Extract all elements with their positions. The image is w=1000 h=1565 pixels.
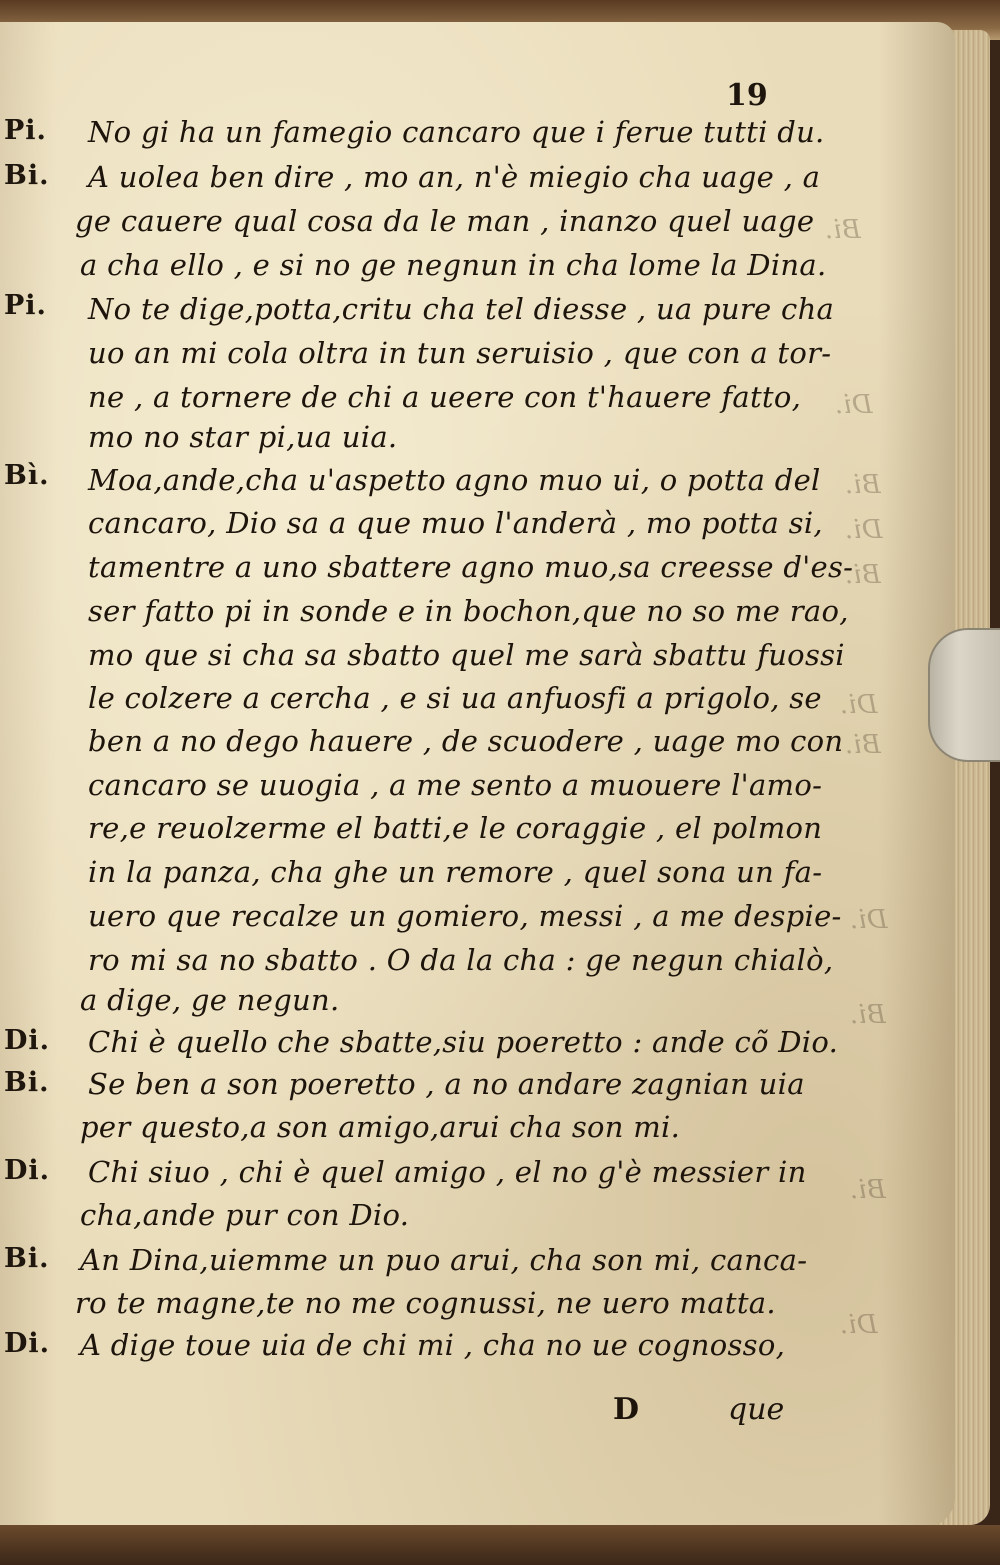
show-through-mark: Bi. — [845, 560, 881, 590]
text-line: ser fatto pi in sonde e in bochon,que no so me rao, — [88, 594, 849, 628]
text-line: No te dige,potta,critu cha tel diesse , ua pure cha — [88, 292, 835, 326]
thumb-tab — [928, 628, 1000, 762]
text-line: ro te magne,te no me cognussi, ne uero matta. — [75, 1286, 776, 1320]
text-line: ge cauere qual cosa da le man , inanzo quel uage — [75, 204, 815, 238]
text-line: mo que si cha sa sbatto quel me sarà sbattu fuossi — [88, 638, 845, 672]
show-through-mark: Di. — [835, 390, 873, 420]
speaker-label: Di. — [4, 1328, 51, 1359]
text-line: mo no star pi,ua uia. — [88, 420, 398, 454]
text-line: uero que recalze un gomiero, messi , a me despie- — [88, 899, 842, 933]
show-through-mark: Di. — [840, 690, 878, 720]
text-line: uo an mi cola oltra in tun seruisio , que con a tor- — [88, 336, 832, 370]
speaker-label: Bi. — [4, 1243, 50, 1274]
text-line: cancaro, Dio sa a que muo l'anderà , mo potta si, — [88, 506, 823, 540]
text-line: ben a no dego hauere , de scuodere , uage mo con — [88, 724, 844, 758]
text-line: a dige, ge negun. — [80, 983, 340, 1017]
text-line: Chi è quello che sbatte,siu poeretto : ande cõ Dio. — [88, 1025, 839, 1059]
show-through-mark: Bi. — [850, 1000, 886, 1030]
speaker-label: Di. — [4, 1155, 51, 1186]
text-line: le colzere a cercha , e si ua anfuosfi a prigolo, se — [88, 681, 822, 715]
text-line: cha,ande pur con Dio. — [80, 1198, 410, 1232]
text-line: Se ben a son poeretto , a no andare zagnian uia — [88, 1067, 805, 1101]
text-line: tamentre a uno sbattere agno muo,sa creesse d'es- — [88, 550, 854, 584]
book-binding-bottom — [0, 1525, 1000, 1565]
text-line: cancaro se uuogia , a me sento a muouere l'amo- — [88, 768, 823, 802]
text-line: in la panza, cha ghe un remore , quel sona un fa- — [88, 855, 823, 889]
catchword: que — [728, 1392, 785, 1427]
text-line: A dige toue uia de chi mi , cha no ue cognosso, — [80, 1328, 786, 1362]
text-line: Chi siuo , chi è quel amigo , el no g'è messier in — [88, 1155, 807, 1189]
text-line: ne , a tornere de chi a ueere con t'hauere fatto, — [88, 380, 802, 414]
text-line: ro mi sa no sbatto . O da la cha : ge negun chialò, — [88, 943, 834, 977]
show-through-mark: Di. — [850, 905, 888, 935]
text-line: A uolea ben dire , mo an, n'è miegio cha uage , a — [88, 160, 821, 194]
show-through-mark: Di. — [840, 1310, 878, 1340]
text-line: per questo,a son amigo,arui cha son mi. — [80, 1110, 681, 1144]
show-through-mark: Di. — [845, 515, 883, 545]
text-line: re,e reuolzerme el batti,e le coraggie , el polmon — [88, 811, 823, 845]
speaker-label: Bì. — [4, 460, 50, 491]
show-through-mark: Bi. — [845, 730, 881, 760]
speaker-label: Bi. — [4, 160, 50, 191]
text-line: An Dina,uiemme un puo arui, cha son mi, canca- — [80, 1243, 808, 1277]
show-through-mark: Bi. — [845, 470, 881, 500]
show-through-mark: Bi. — [825, 215, 861, 245]
speaker-label: Pi. — [4, 290, 47, 321]
text-line: No gi ha un famegio cancaro que i ferue tutti du. — [88, 115, 825, 149]
page-number: 19 — [726, 78, 768, 113]
speaker-label: Bi. — [4, 1067, 50, 1098]
signature-mark: D — [613, 1392, 640, 1427]
show-through-mark: Bi. — [850, 1175, 886, 1205]
speaker-label: Pi. — [4, 115, 47, 146]
text-line: Moa,ande,cha u'aspetto agno muo ui, o potta del — [88, 463, 821, 497]
speaker-label: Di. — [4, 1025, 51, 1056]
text-line: a cha ello , e si no ge negnun in cha lome la Dina. — [80, 248, 827, 282]
